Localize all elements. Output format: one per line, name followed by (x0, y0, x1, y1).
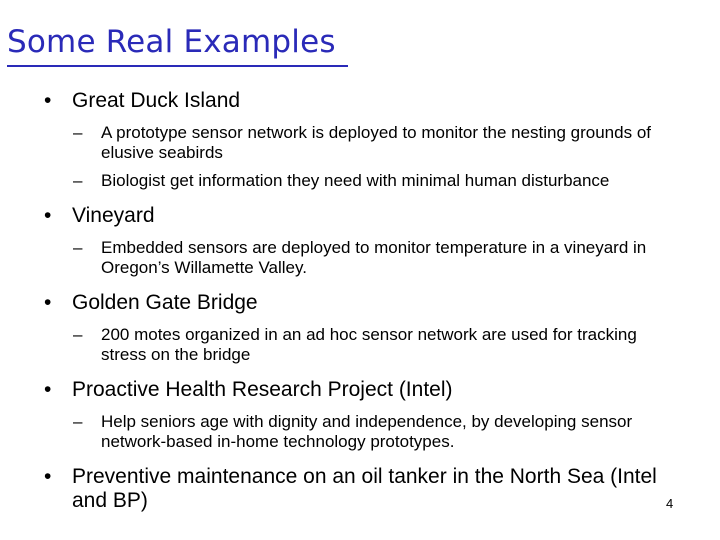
page-number: 4 (666, 496, 674, 511)
bullet-great-duck-island (0, 89, 720, 113)
bullet-dot-icon: • (44, 204, 52, 227)
sub-item-text: 200 motes organized in an ad hoc sensor network are used for tracking stress on the bridge (101, 325, 637, 364)
slide-title: Some Real Examples (7, 24, 336, 60)
bullet-text: Proactive Health Research Project (Intel) (72, 378, 453, 401)
bullet-proactive-health (0, 378, 720, 402)
bullet-text: Vineyard (72, 204, 155, 227)
dash-icon: – (73, 412, 83, 431)
bullet-dot-icon: • (44, 291, 52, 314)
bullet-text: Great Duck Island (72, 89, 241, 112)
title-underline (7, 65, 348, 67)
bullet-dot-icon: • (44, 378, 52, 401)
sub-item-text: Embedded sensors are deployed to monitor temperature in a vineyard in Oregon’s Willamette Valley. (101, 238, 647, 277)
bullet-dot-icon: • (44, 465, 52, 488)
dash-icon: – (73, 325, 83, 344)
dash-icon: – (73, 123, 83, 142)
bullet-list (0, 86, 720, 513)
dash-icon: – (73, 171, 83, 190)
bullet-vineyard (0, 204, 720, 228)
dash-icon: – (73, 238, 83, 257)
bullet-preventive-maintenance (0, 465, 720, 513)
sub-item (0, 325, 720, 365)
sub-item (0, 171, 720, 191)
sub-item (0, 238, 720, 278)
bullet-text: Golden Gate Bridge (72, 291, 258, 314)
bullet-dot-icon: • (44, 89, 52, 112)
sub-item (0, 412, 720, 452)
bullet-text: Preventive maintenance on an oil tanker in the North Sea (Intel and BP) (72, 465, 657, 512)
sub-item (0, 123, 720, 163)
bullet-golden-gate-bridge (0, 291, 720, 315)
sub-item-text: A prototype sensor network is deployed to monitor the nesting grounds of elusive seabirds (101, 123, 651, 162)
sub-item-text: Biologist get information they need with minimal human disturbance (101, 171, 610, 190)
sub-item-text: Help seniors age with dignity and independence, by developing sensor network-based in-home technology prototypes. (101, 412, 633, 451)
